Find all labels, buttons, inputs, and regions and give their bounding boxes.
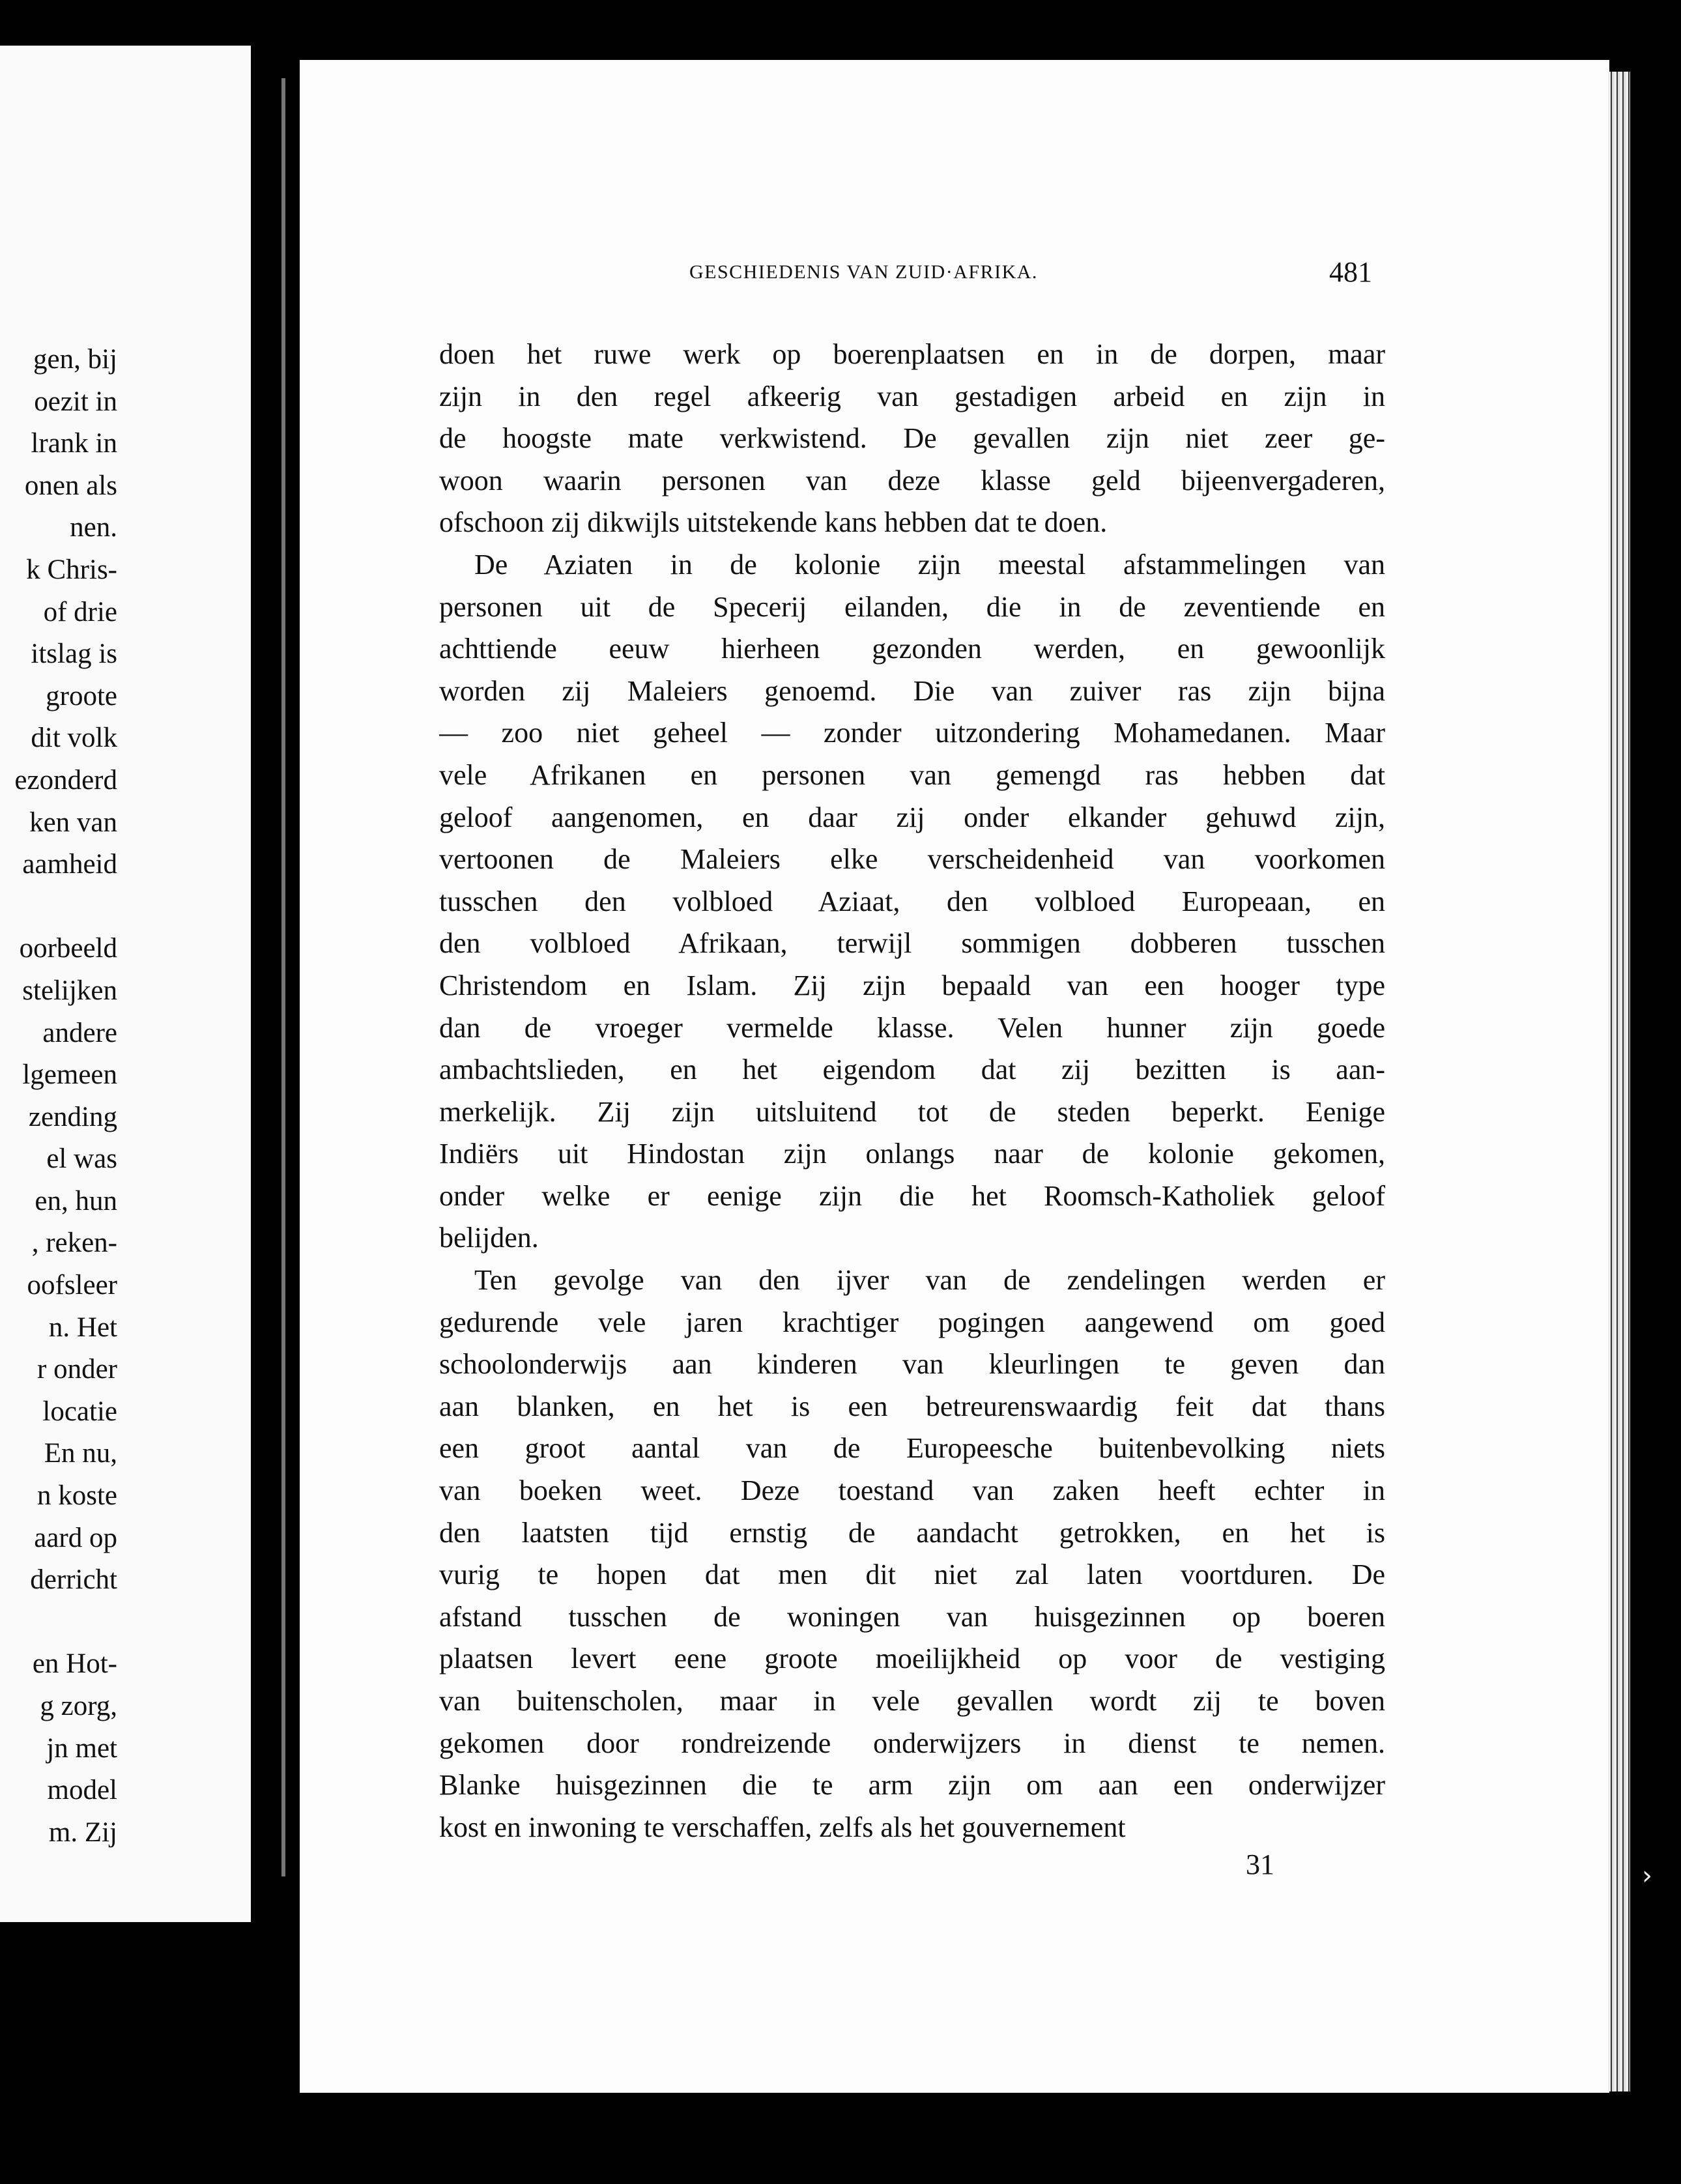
left-text-line: n koste <box>36 1480 117 1512</box>
left-text-line: stelijken <box>22 975 117 1006</box>
left-text-line: andere <box>42 1017 117 1048</box>
book-gutter <box>251 0 300 2184</box>
left-text-line: n. Het <box>48 1312 117 1343</box>
left-text-line: en Hot- <box>32 1648 117 1680</box>
page-spine-line <box>281 78 285 1876</box>
text-line: den volbloed Afrikaan, terwijl sommigen dobberen tusschen <box>439 927 1385 960</box>
text-line: geloof aangenomen, en daar zij onder elkander gehuwd zijn, <box>439 801 1385 833</box>
page-edge-stack <box>1608 72 1630 2091</box>
text-line: doen het ruwe werk op boerenplaatsen en in de dorpen, maar <box>439 338 1385 370</box>
text-line: merkelijk. Zij zijn uitsluitend tot de steden beperkt. Eenige <box>439 1095 1385 1128</box>
left-text-line: itslag is <box>31 639 117 670</box>
text-line: personen uit de Specerij eilanden, die in de zeventiende en <box>439 590 1385 623</box>
paragraph-gap <box>0 1602 117 1644</box>
left-text-line: oezit in <box>34 386 117 417</box>
signature-mark: 31 <box>1246 1848 1274 1880</box>
text-line: kost en inwoning te verschaffen, zelfs als het gouvernement <box>439 1811 1126 1843</box>
left-text-line: ezonderd <box>14 764 117 796</box>
left-text-line: aamheid <box>22 849 117 880</box>
text-line: schoolonderwijs aan kinderen van kleurlingen te geven dan <box>439 1348 1385 1381</box>
text-line: ofschoon zij dikwijls uitstekende kans hebben dat te doen. <box>439 506 1108 539</box>
text-line: aan blanken, en het is een betreurenswaardig feit dat thans <box>439 1390 1385 1422</box>
text-line: vurig te hopen dat men dit niet zal laten voortduren. De <box>439 1559 1385 1591</box>
text-line: dan de vroeger vermelde klasse. Velen hunner zijn goede <box>439 1011 1385 1044</box>
text-line: een groot aantal van de Europeesche buitenbevolking niets <box>439 1432 1385 1465</box>
left-text-line: k Chris- <box>26 554 117 585</box>
left-text-line: model <box>47 1775 117 1806</box>
left-text-line: jn met <box>46 1732 117 1764</box>
left-text-line: En nu, <box>44 1438 117 1469</box>
left-text-line: lgemeen <box>22 1059 117 1091</box>
text-line: afstand tusschen de woningen van huisgezinnen op boeren <box>439 1600 1385 1633</box>
left-page-text <box>0 339 117 1854</box>
text-line: de hoogste mate verkwistend. De gevallen zijn niet zeer ge- <box>439 422 1385 455</box>
text-line: plaatsen levert eene groote moeilijkheid op voor de vestiging <box>439 1643 1385 1675</box>
left-text-line: g zorg, <box>40 1691 117 1721</box>
left-text-line: of drie <box>43 596 117 627</box>
text-line: vertoonen de Maleiers elke verscheidenheid van voorkomen <box>439 843 1385 876</box>
left-text-line: derricht <box>30 1564 117 1596</box>
left-text-line: oorbeeld <box>19 933 117 964</box>
left-text-line: dit volk <box>31 723 117 754</box>
page-number: 481 <box>1329 256 1372 288</box>
left-text-line: locatie <box>42 1396 117 1427</box>
text-line: Ten gevolge van den ijver van de zendelingen werden er <box>474 1264 1385 1297</box>
left-text-line: zending <box>28 1101 117 1132</box>
text-line: vele Afrikanen en personen van gemengd ras hebben dat <box>439 758 1385 791</box>
body-text <box>439 334 1385 1848</box>
text-line: tusschen den volbloed Aziaat, den volbloed Europeaan, en <box>439 885 1385 917</box>
left-text-line: nen. <box>70 512 117 543</box>
text-line: gedurende vele jaren krachtiger pogingen aangewend om goed <box>439 1306 1385 1338</box>
text-line: zijn in den regel afkeerig van gestadigen arbeid en zijn in <box>439 380 1385 412</box>
left-text-line: oofsleer <box>27 1270 117 1301</box>
text-line: den laatsten tijd ernstig de aandacht getrokken, en het is <box>439 1516 1385 1549</box>
left-text-line: m. Zij <box>48 1817 117 1848</box>
text-line: ambachtslieden, en het eigendom dat zij bezitten is aan- <box>439 1054 1385 1086</box>
left-text-line: gen, bij <box>33 344 117 375</box>
text-line: van buitenscholen, maar in vele gevallen wordt zij te boven <box>439 1685 1385 1717</box>
text-line: gekomen door rondreizende onderwijzers in dienst te nemen. <box>439 1727 1385 1759</box>
text-line: onder welke er eenige zijn die het Roomsch-Katholiek geloof <box>439 1179 1385 1212</box>
left-text-line: en, hun <box>35 1185 117 1216</box>
text-line: Christendom en Islam. Zij zijn bepaald van een hooger type <box>439 969 1385 1001</box>
text-line: belijden. <box>439 1222 539 1254</box>
text-line: — zoo niet geheel — zonder uitzondering Mohamedanen. Maar <box>439 717 1385 749</box>
left-text-line: onen als <box>24 470 117 501</box>
left-text-line: groote <box>46 680 117 711</box>
edge-arrow-icon: › <box>1642 1861 1652 1891</box>
text-line: Indiërs uit Hindostan zijn onlangs naar de kolonie gekomen, <box>439 1138 1385 1170</box>
text-line: van boeken weet. Deze toestand van zaken heeft echter in <box>439 1474 1385 1507</box>
left-text-line: ken van <box>29 807 117 838</box>
text-line: worden zij Maleiers genoemd. Die van zuiver ras zijn bijna <box>439 674 1385 707</box>
text-line: Blanke huisgezinnen die te arm zijn om aan een onderwijzer <box>439 1769 1385 1802</box>
left-facing-page <box>0 46 251 1922</box>
text-line: achttiende eeuw hierheen gezonden werden, en gewoonlijk <box>439 633 1385 665</box>
running-title: GESCHIEDENIS VAN ZUID·AFRIKA. <box>689 261 1038 283</box>
text-line: De Aziaten in de kolonie zijn meestal afstammelingen van <box>474 548 1385 581</box>
left-text-line: aard op <box>34 1522 117 1553</box>
left-text-line: , reken- <box>31 1228 117 1259</box>
left-text-line: el was <box>46 1143 117 1175</box>
left-text-line: lrank in <box>31 428 117 459</box>
left-text-line: r onder <box>37 1354 117 1385</box>
paragraph-gap <box>0 886 117 928</box>
text-line: woon waarin personen van deze klasse geld bijeenvergaderen, <box>439 464 1385 496</box>
